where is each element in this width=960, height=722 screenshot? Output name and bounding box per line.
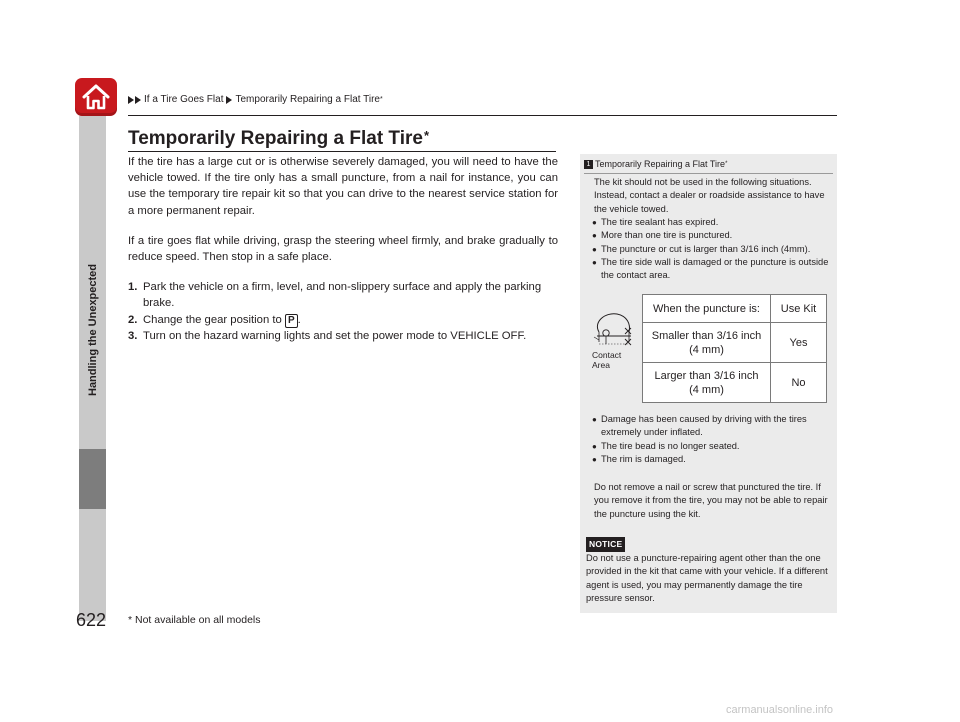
note-header — [584, 158, 727, 171]
chapter-label: Handling the Unexpected — [87, 263, 99, 397]
page-title — [128, 128, 429, 150]
note-bullet: ● The tire side wall is damaged or the puncture is outside the contact area. — [593, 256, 834, 283]
table-header-row — [643, 295, 827, 323]
page-title-text: Temporarily Repairing a Flat Tire — [128, 128, 423, 149]
notice-badge: NOTICE — [586, 537, 625, 552]
contact-area-label — [592, 350, 621, 370]
contact-area-label-line2: Area — [592, 360, 610, 370]
table-cell: Yes — [771, 323, 827, 363]
table-cell — [643, 363, 771, 403]
puncture-table — [642, 294, 827, 403]
table-header-cell: Use Kit — [771, 295, 827, 323]
home-icon — [81, 83, 111, 111]
note-header-text: Temporarily Repairing a Flat Tire — [595, 159, 726, 169]
table-cell-line: Smaller than 3/16 inch — [651, 329, 762, 342]
table-cell-line: (4 mm) — [689, 343, 724, 356]
step-number: 1. — [128, 281, 138, 294]
step-text: Turn on the hazard warning lights and set the power mode to VEHICLE OFF. — [143, 329, 527, 342]
gear-p-icon: P — [285, 314, 298, 328]
triangle-right-icon — [135, 96, 141, 104]
step-number: 3. — [128, 329, 138, 342]
note-header-rule — [584, 173, 833, 174]
main-content — [128, 154, 558, 344]
breadcrumb-star: * — [379, 96, 383, 103]
note-bullet: ● Damage has been caused by driving with the tires extremely under inflated. — [593, 413, 834, 440]
intro-paragraph: If the tire has a large cut or is otherwise severely damaged, you will need to have the vehicle towed. If the tire only has a small puncture, from a nail for instance, you can use the temporary tire repair kit so that you can drive to the nearest service station for a more permanent repair. — [128, 156, 558, 217]
breadcrumb — [128, 94, 383, 105]
contact-area-label-line1: Contact — [592, 350, 622, 360]
note-bullet: ● The tire sealant has expired. — [593, 216, 834, 229]
home-button[interactable] — [75, 78, 117, 116]
table-row — [643, 323, 827, 363]
step-text: Park the vehicle on a firm, level, and non-slippery surface and apply the parking brake. — [143, 281, 542, 310]
table-header-cell: When the puncture is: — [643, 295, 771, 323]
note-header-star: * — [725, 161, 728, 167]
step-item — [128, 279, 558, 311]
table-cell: No — [771, 363, 827, 403]
table-cell-line: Larger than 3/16 inch — [654, 369, 759, 382]
step-number: 2. — [128, 313, 138, 326]
title-rule — [128, 151, 556, 152]
breadcrumb-section[interactable]: If a Tire Goes Flat — [144, 94, 224, 105]
notice-text: Do not use a puncture-repairing agent other than the one provided in the kit that came with your vehicle. If a different agent is used, you may permanently damage the tire pressure sensor. — [586, 553, 828, 603]
note-bullet: ● The tire bead is no longer seated. — [593, 440, 834, 453]
page-number: 622 — [76, 610, 107, 630]
table-cell — [643, 323, 771, 363]
table-row — [643, 363, 827, 403]
step-text-end: . — [297, 313, 301, 326]
step-item — [128, 312, 558, 328]
note-bullet: ● More than one tire is punctured. — [593, 229, 834, 242]
driving-paragraph: If a tire goes flat while driving, grasp the steering wheel firmly, and brake gradually to reduce speed. Then stop in a safe place. — [128, 234, 558, 264]
triangle-right-icon — [226, 96, 232, 104]
triangle-right-icon — [128, 96, 134, 104]
step-list — [128, 279, 558, 344]
note-paragraph: Do not remove a nail or screw that punctured the tire. If you remove it from the tire, you may not be able to repair the puncture using the kit. — [594, 482, 828, 519]
note-badge: 1 — [584, 160, 593, 169]
page-title-star: * — [423, 128, 429, 143]
footnote: * Not available on all models — [128, 614, 261, 626]
header-rule — [128, 115, 837, 116]
watermark: carmanualsonline.info — [726, 704, 834, 716]
step-text: Change the gear position to — [143, 313, 282, 326]
note-bullet: ● The rim is damaged. — [593, 453, 834, 466]
note-intro: The kit should not be used in the following situations. Instead, contact a dealer or roadside assistance to have the vehicle towed. — [594, 177, 825, 214]
note-bullet-list — [593, 216, 834, 282]
note-bullet: ● The puncture or cut is larger than 3/16 inch (4mm). — [593, 243, 834, 256]
note-bullet-list — [593, 413, 834, 466]
breadcrumb-page: Temporarily Repairing a Flat Tire — [235, 94, 380, 105]
step-item — [128, 328, 558, 344]
table-cell-line: (4 mm) — [689, 383, 724, 396]
